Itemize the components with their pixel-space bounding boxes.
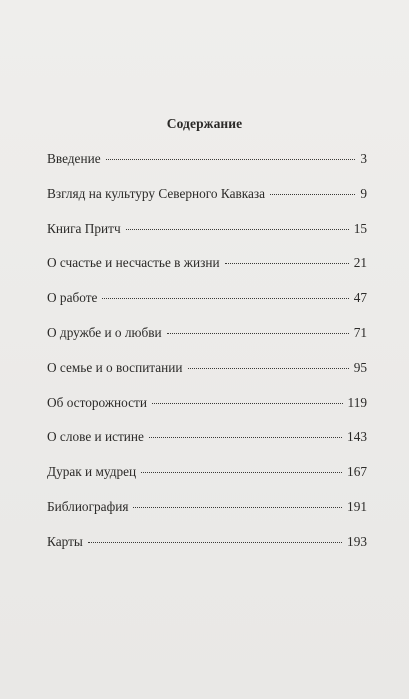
toc-entry-page: 21 <box>353 255 367 271</box>
dot-leader <box>270 194 355 195</box>
toc-entry-page: 191 <box>347 498 367 514</box>
toc-entry <box>47 255 367 290</box>
toc-entry <box>47 360 367 395</box>
toc-entry-title: Введение <box>47 151 101 166</box>
dot-leader <box>126 229 349 230</box>
toc-entry-title: Об осторожности <box>47 394 147 410</box>
toc-entry-page: 9 <box>360 185 367 201</box>
toc-entry-title: О счастье и несчастье в жизни <box>47 255 220 271</box>
toc-entry <box>47 395 367 430</box>
toc-entry <box>47 186 367 221</box>
toc-heading: Содержание <box>166 116 243 131</box>
toc-entry-title: Взгляд на культуру Северного Кавказа <box>47 185 266 201</box>
toc-entry <box>47 499 367 534</box>
dot-leader <box>149 437 342 438</box>
toc-entry <box>47 464 367 499</box>
toc-entry-title: О работе <box>47 290 98 306</box>
toc-entry-page: 95 <box>353 359 367 375</box>
toc-entry <box>47 151 367 186</box>
toc-entry <box>47 534 367 569</box>
dot-leader <box>152 403 343 404</box>
toc-entry-title: Дурак и мудрец <box>47 464 137 480</box>
dot-leader <box>225 263 349 264</box>
toc-entry-page: 119 <box>347 394 367 410</box>
toc-entry-title: Книга Притч <box>47 220 121 236</box>
toc-list <box>47 151 367 569</box>
toc-entry-title: О семье и о воспитании <box>47 359 183 375</box>
toc-entry <box>47 429 367 464</box>
dot-leader <box>167 333 349 334</box>
dot-leader <box>102 298 348 299</box>
toc-entry-title: Карты <box>47 533 83 549</box>
toc-entry-title: О слове и истине <box>47 429 144 445</box>
toc-entry-page: 15 <box>353 220 367 236</box>
dot-leader <box>106 159 356 160</box>
toc-entry <box>47 325 367 360</box>
toc-entry <box>47 221 367 256</box>
toc-entry-page: 3 <box>360 151 367 166</box>
toc-entry-page: 143 <box>347 429 367 445</box>
toc-entry-page: 47 <box>353 290 367 306</box>
dot-leader <box>133 507 342 508</box>
toc-entry-title: О дружбе и о любви <box>47 324 162 340</box>
toc-entry-page: 71 <box>353 324 367 340</box>
toc-entry-title: Библиография <box>47 498 129 514</box>
toc-entry-page: 193 <box>347 533 367 549</box>
toc-entry <box>47 290 367 325</box>
dot-leader <box>88 542 342 543</box>
toc-entry-page: 167 <box>347 464 367 480</box>
dot-leader <box>188 368 349 369</box>
dot-leader <box>141 472 342 473</box>
